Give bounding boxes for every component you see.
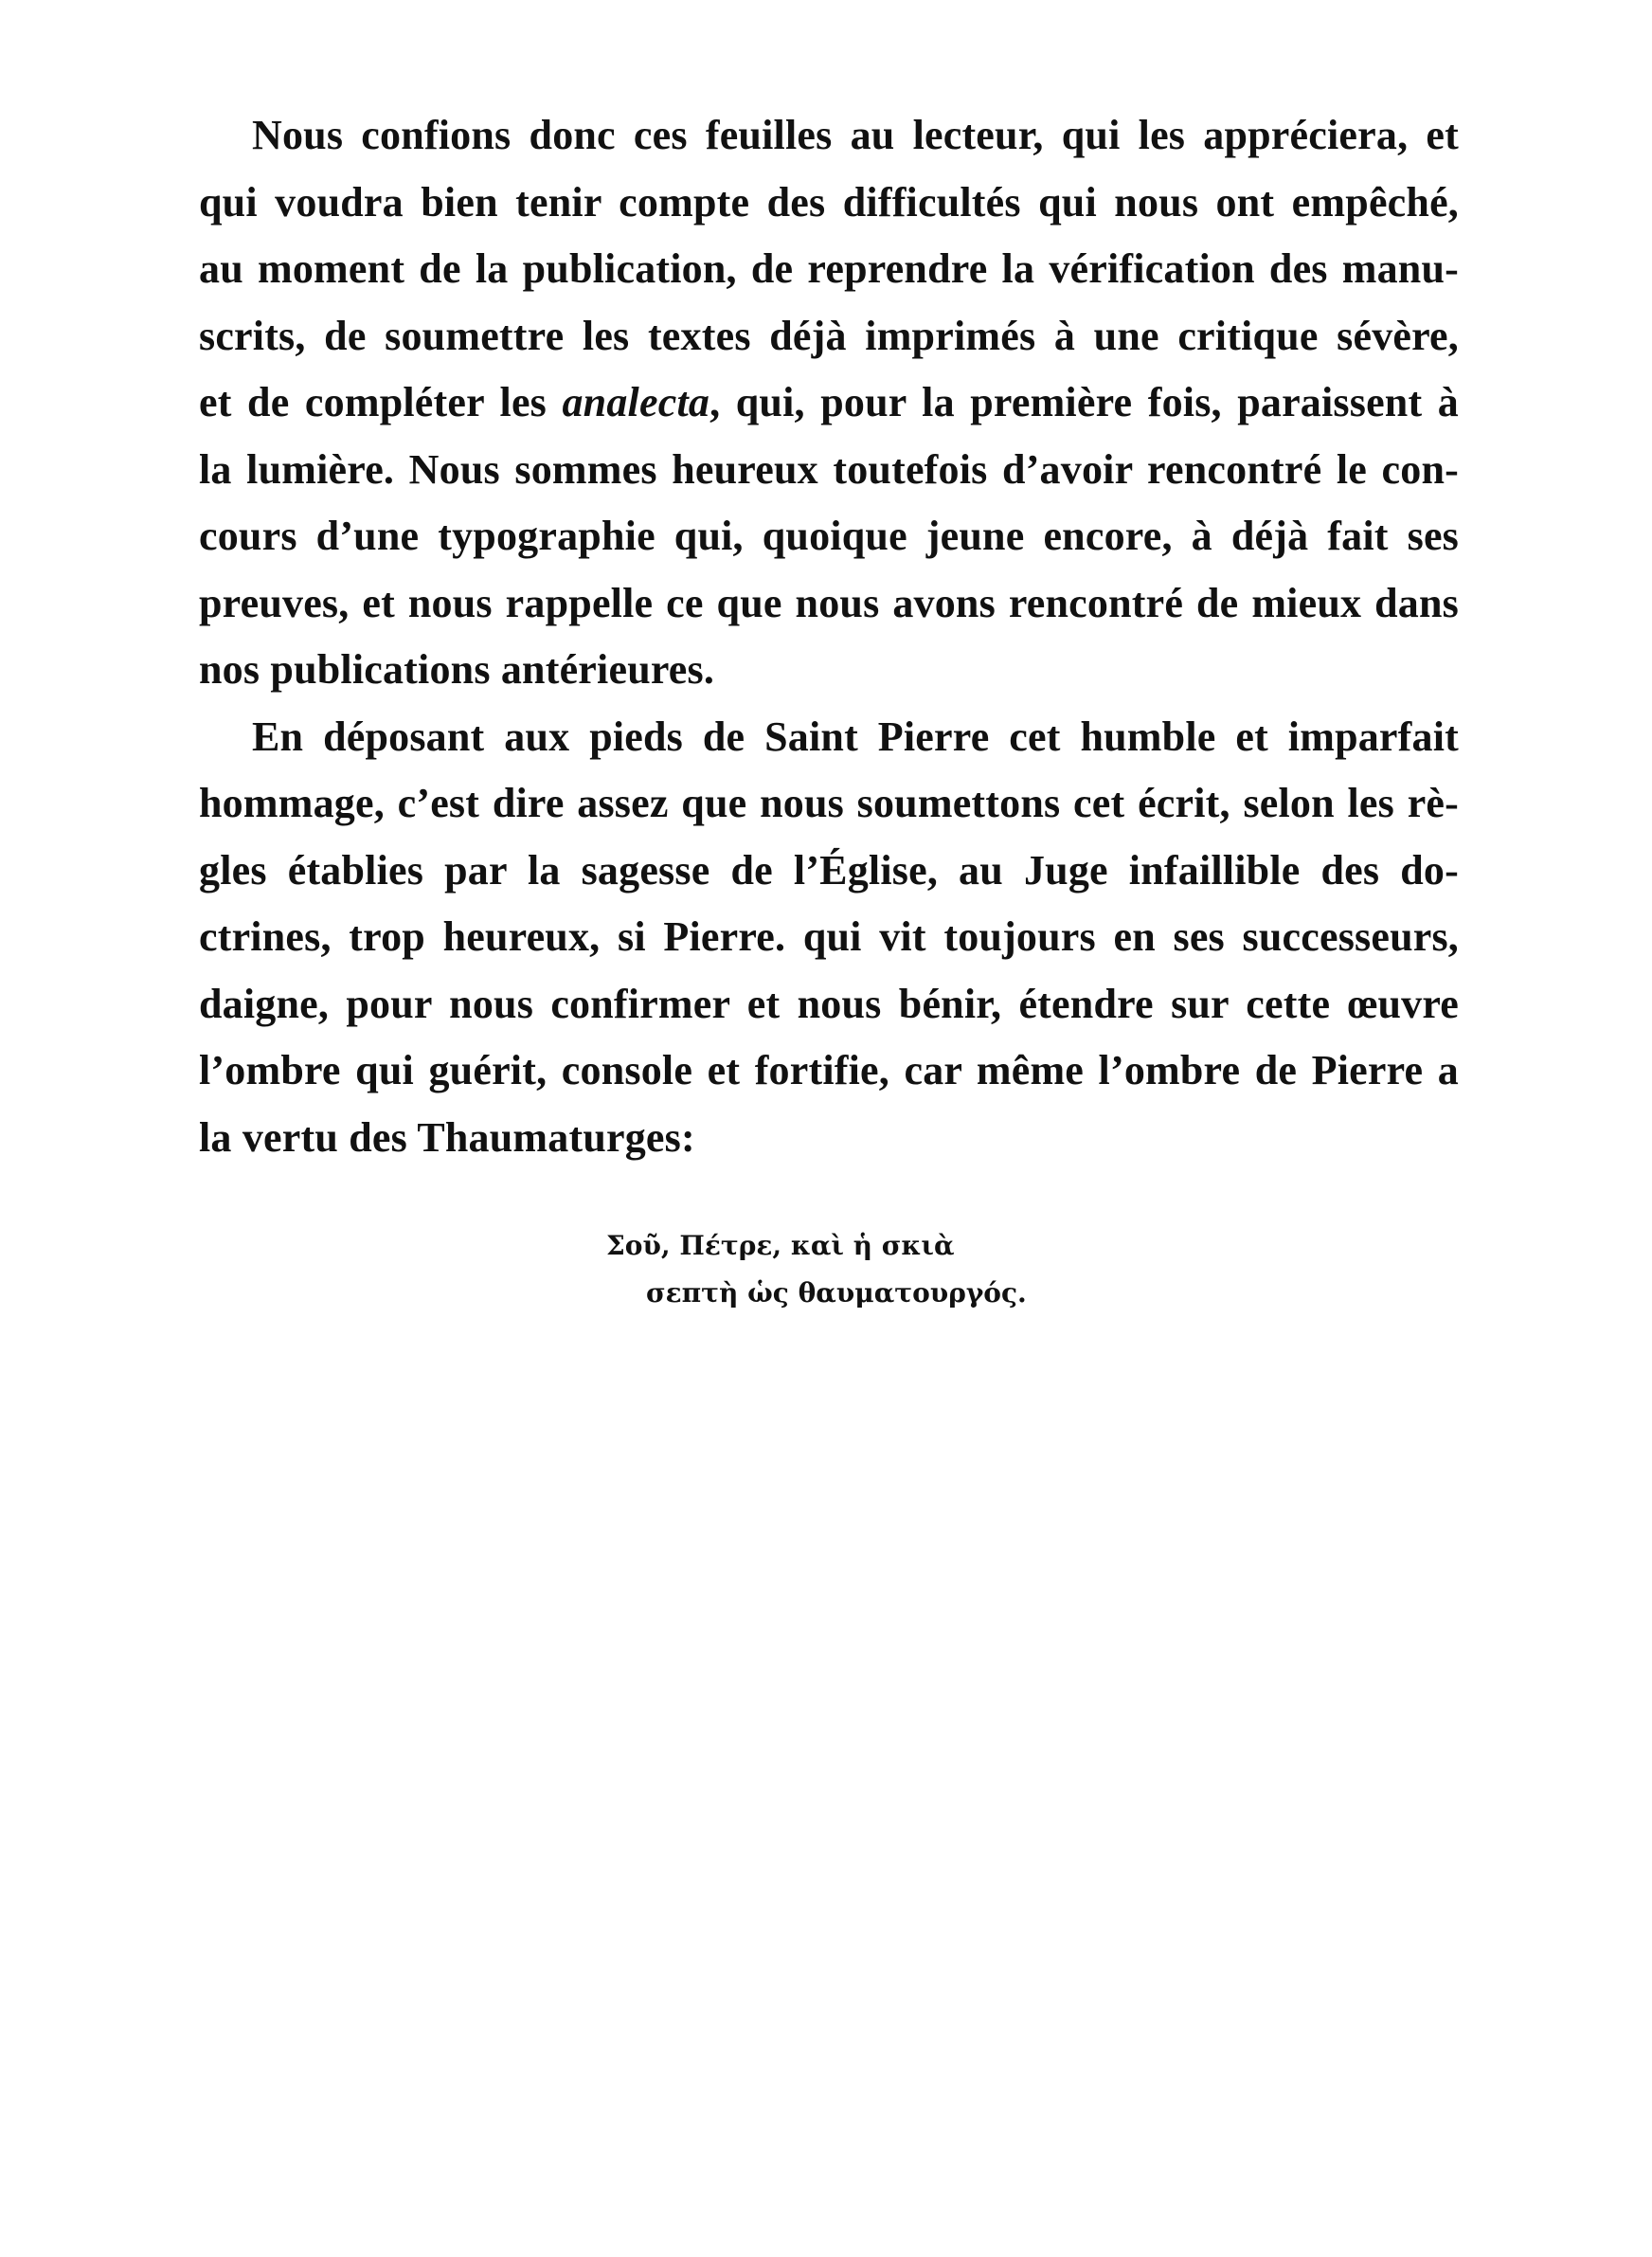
text-line: la lumière. Nous sommes heureux toutefois d’avoir rencontré le con- bbox=[199, 445, 1459, 493]
text-line: la vertu des Thaumaturges: bbox=[199, 1113, 695, 1161]
text-line: ctrines, trop heureux, si Pierre. qui vit toujours en ses successeurs, bbox=[199, 913, 1459, 960]
text-segment: , qui, pour la première fois, paraissent à bbox=[709, 379, 1459, 425]
paragraph-1 bbox=[199, 102, 1459, 704]
text-segment: et de compléter les bbox=[199, 379, 563, 425]
italic-term-analecta: analecta bbox=[562, 379, 710, 425]
text-line: En déposant aux pieds de Saint Pierre cet humble et imparfait bbox=[252, 713, 1459, 760]
greek-quote-line-1: Σοῦ, Πέτρε, καὶ ἡ σκιὰ bbox=[606, 1230, 955, 1261]
text-line: nos publications antérieures. bbox=[199, 646, 715, 693]
paragraph-2 bbox=[199, 704, 1459, 1172]
text-line: Nous confions donc ces feuilles au lecteur, qui les appréciera, et bbox=[252, 112, 1459, 158]
body-text bbox=[199, 102, 1459, 1171]
text-line: gles établies par la sagesse de l’Église, au Juge infaillible des do- bbox=[199, 846, 1459, 894]
text-line: hommage, c’est dire assez que nous soumettons cet écrit, selon les rè- bbox=[199, 780, 1459, 826]
text-line: scrits, de soumettre les textes déjà imprimés à une critique sévère, bbox=[199, 312, 1459, 359]
text-line: qui voudra bien tenir compte des difficultés qui nous ont empêché, bbox=[199, 178, 1459, 226]
greek-quotation bbox=[606, 1222, 1175, 1317]
text-line-with-italic bbox=[199, 370, 1459, 437]
text-line: au moment de la publication, de reprendre la vérification des manu- bbox=[199, 245, 1459, 292]
text-line: daigne, pour nous confirmer et nous bénir, étendre sur cette œuvre bbox=[199, 980, 1459, 1027]
text-line: cours d’une typographie qui, quoique jeune encore, à déjà fait ses bbox=[199, 513, 1459, 559]
text-line: preuves, et nous rappelle ce que nous avons rencontré de mieux dans bbox=[199, 579, 1459, 626]
greek-quote-line-2: σεπτὴ ὡς θαυματουργός. bbox=[646, 1277, 1027, 1309]
text-line: l’ombre qui guérit, console et fortifie, car même l’ombre de Pierre a bbox=[199, 1047, 1459, 1093]
